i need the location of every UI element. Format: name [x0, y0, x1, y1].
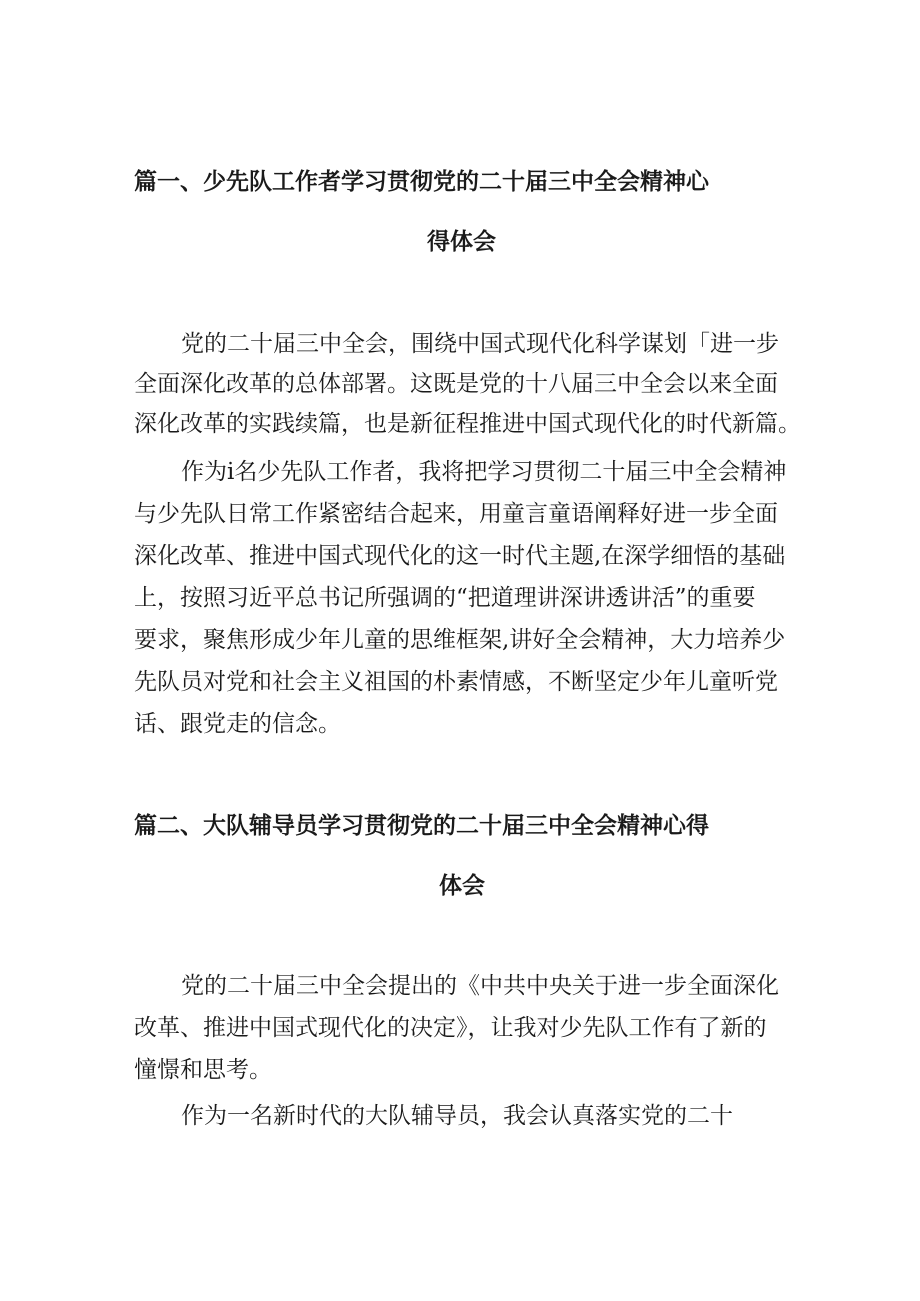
section2-para1-line3: 憧憬和思考。 [134, 1057, 272, 1083]
section1-para2-line5: 要求，聚焦形成少年儿童的思维框架,讲好全会精神，大力培养少 [134, 627, 786, 653]
section1-para2-line4: 上，按照习近平总书记所强调的“把道理讲深讲透讲活”的重要 [134, 585, 756, 611]
section2-para1-line2: 改革、推进中国式现代化的决定》，让我对少先队工作有了新的 [134, 1015, 767, 1041]
section1-para1-line2: 全面深化改革的总体部署。这既是党的十八届三中全会以来全面 [134, 371, 778, 397]
section1-para2-line2: 与少先队日常工作紧密结合起来，用童言童语阐释好进一步全面 [134, 501, 778, 527]
section2-para2-line1: 作为一名新时代的大队辅导员，我会认真落实党的二十 [181, 1103, 733, 1129]
section1-para2-line7: 话、跟党走的信念。 [134, 711, 341, 737]
section2-title-line2: 体会 [439, 873, 485, 899]
section1-para1-line1: 党的二十届三中全会，围绕中国式现代化科学谋划「进一步 [181, 331, 779, 357]
section1-para1-line3: 深化改革的实践续篇，也是新征程推进中国式现代化的时代新篇。 [134, 411, 801, 437]
section1-para2-line1: 作为i名少先队工作者，我将把学习贯彻二十届三中全会精神 [181, 459, 787, 485]
section1-para2-line6: 先队员对党和社会主义祖国的朴素情感，不断坚定少年儿童听党 [134, 669, 778, 695]
section2-para1-line1: 党的二十届三中全会提出的《中共中央关于进一步全面深化 [181, 973, 779, 999]
section2-title-line1: 篇二、大队辅导员学习贯彻党的二十届三中全会精神心得 [134, 813, 709, 839]
section1-title-line2: 得体会 [427, 229, 496, 255]
section1-para2-line3: 深化改革、推进中国式现代化的这一时代主题,在深学细悟的基础 [134, 543, 786, 569]
section1-title-line1: 篇一、少先队工作者学习贯彻党的二十届三中全会精神心 [134, 169, 709, 195]
